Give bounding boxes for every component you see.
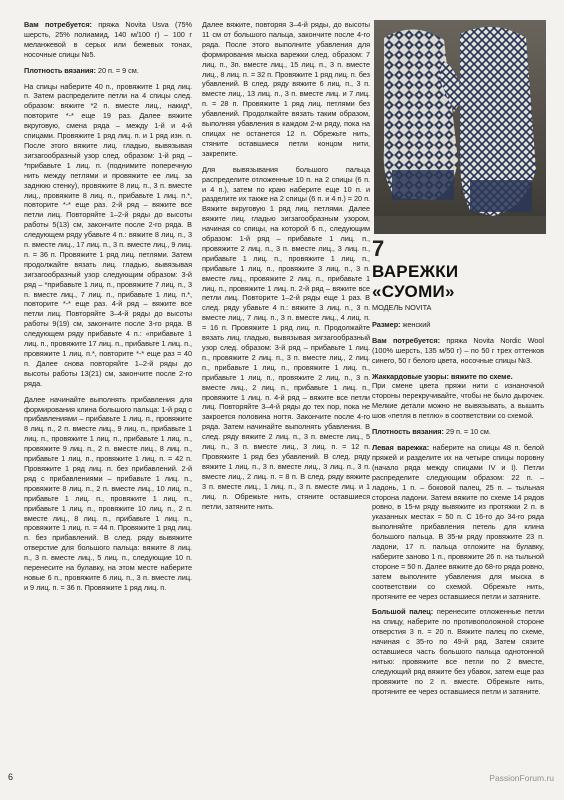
model-credit: МОДЕЛЬ NOVITA [372, 303, 432, 312]
page-number: 6 [8, 772, 14, 782]
density-paragraph [372, 427, 544, 437]
size-paragraph [372, 320, 544, 330]
materials-paragraph [24, 20, 192, 60]
column-middle [202, 20, 370, 517]
instructions-paragraph: На спицы наберите 40 п., провяжите 1 ряд лиц. п. Затем распределите петли на 4 спицы след. образом: вяжите *2 п. вместе лиц., накид*, повторите *-* еще 19 раз. Далее вяжите вкруговую, смена ряда – между 1-й и 4-й спицами. Провяжите 1 ряд лиц. п. и 1 ряд изн. п. После этого вяжите лиц. гладью, вывязывая зигзагообразный узор след. образом: 1-й ряд – *прибавьте 1 лиц. п. (поднимите поперечную нить между петлями и провяжите ее лиц. за заднюю стенку), провяжите 8 лиц. п., 3 п. вместе лиц., провяжите 8 лиц. п., прибавьте 1 лиц. п.*, повторите *-* еще раз. 2-й ряд – вяжите все петли лиц. Повторяйте 1–2-й ряды до высоты работы 5(13) см, закончите после 2-го ряда. В следующем ряду убавьте 4 п.: вяжите 8 лиц. п., 3 п. вместе лиц., 17 лиц. п., 3 п. вместе лиц., 9 лиц. п. = 36 п. Провяжите 1 ряд лиц. петлями. Затем продолжайте вязать лиц. гладью, вывязывая зигзагообразный узор следующим образом: 3-й ряд – *прибавьте 1 лиц. п., провяжите 7 лиц. п., 3 п. вместе лиц., 7 лиц. п., прибавьте 1 лиц. п.*, повторите *-* еще раз. 4-й ряд – вяжите все петли лиц. Повторяйте 3–4-й ряды до высоты работы 9(19) см, закончите после 3-го ряда. В следующем ряду прибавьте 4 п.: «прибавьте 1 лиц. п., провяжите 17 лиц. п., прибавьте 1 лиц. п., провяжите 1 лиц. п.*, повторите *-* еще раз = 40 п. Далее снова повторяйте 1–2-й ряды до высоты работы 13(21) см, закончите после 2-го ряда. [24, 81, 192, 388]
size-text: женский [400, 319, 431, 329]
density-label: Плотность вязания: [24, 65, 96, 75]
column-right [372, 262, 544, 703]
jacquard-label-rest: вяжите по схеме. [448, 371, 513, 381]
density-label: Плотность вязания: [372, 427, 444, 437]
jacquard-text: При смене цвета пряжи нити с изнаночной стороны перекручивайте, чтобы не было дырочек. Мелкие детали можно не вывязывать, а вышить шов «петля в петлю» в соответствии со схемой. [372, 381, 544, 421]
density-paragraph [24, 66, 192, 76]
left-mitten-label: Левая варежка: [372, 442, 430, 452]
density-text: 29 п. = 10 см. [443, 427, 491, 437]
column-left [24, 20, 192, 599]
materials-paragraph [372, 336, 544, 366]
jacquard-paragraph [372, 372, 544, 422]
instructions-paragraph: Далее вяжите, повторяя 3–4-й ряды, до высоты 11 см от большого пальца, закончите после 4-го ряда. После этого выполните убавления для формирования мыска варежки след. образом: 7 лиц. п., 3п. вместе лиц., 15 лиц. п., 3 п. вместе лиц., 8 лиц. п. = 32 п. Провяжите 1 ряд лиц. п. без убавлений. В след. ряду вяжите 6 лиц. п., 3 п. вместе лиц., 13 лиц. п., 3 п. вместе лиц. и 7 лиц. п. = 28 п. Провяжите 1 ряд лиц. петлями без убавлений. Продолжайте вязать таким образом, выполняя убавления в каждом 2-м ряду, пока на спицах не останется 12 п. Обрежьте нить, стяните оставшиеся петли концом нити, закрепите. [202, 20, 370, 158]
instructions-paragraph: Для вывязывания большого пальца распределите отложенные 10 п. на 2 спицы (6 п. и 4 п.), затем по краю наберите еще 10 п. и разделите их также на 2 спицы (6 п. и 4 п.) = 20 п. Вяжите вкруговую 1 ряд лиц. петлями. Далее вяжите лиц. гладью зигзагообразным узором, начиная со спицы, на которой 6 п., следующим образом: 1-й ряд – прибавьте 1 лиц. п., провяжите 2 лиц. п., 3 п. вместе лиц., 3 лиц. п., прибавьте 1 лиц. п., провяжите 1 лиц. п., прибавьте 1 лиц. п., провяжите 3 лиц. п., 3 п. вместе лиц., провяжите 2 лиц. п., прибавьте 1 лиц. п., провяжите 1 лиц. п. 2-й ряд – вяжите все петли лиц. Повторите 1–2-й ряды еще 1 раз. В след. ряду убавьте 4 п.: вяжите 3 лиц. п., 3 п. вместе лиц., 7 лиц. п., 3 п. вместе лиц., 4 лиц. п. = 16 п. Провяжите 1 ряд лиц. п. Продолжайте вязать лиц. гладью, вывязывая зигзагообразный узор след. образом: 3-й ряд – прибавьте 1 лиц. п., провяжите 2 лиц. п., 3 п. вместе лиц., 2 лиц. п., прибавьте 1 лиц. п., провяжите 1 лиц. п., прибавьте 1 лиц. п., провяжите 2 лиц. п., 3 п. вместе лиц., 2 лиц. п., прибавьте 1 лиц. п., провяжите 1 лиц. п. 4-й ряд – вяжите все петли лиц. Повторяйте 3–4-й ряды до тех пор, пока не закроется половина ногтя. Закончите после 4-го ряда. Затем начинайте выполнять убавления. В след. ряду вяжите 2 лиц. п., 3 п. вместе лиц., 5 лиц. п., 3 п. вместе лиц., 3 лиц. п. = 12 п. Провяжите 1 ряд без убавлений. В след. ряду вяжите 1 лиц. п., 3 п. вместе лиц., 3 лиц. п., 3 п. вместе лиц., 2 лиц. п. = 8 п. В след. ряду вяжите 3 п. вместе лиц., 1 лиц. п., 3 п. вместе лиц. и 1 лиц. п. Обрежьте нить, стяните оставшиеся петли, затяните нить. [202, 164, 370, 511]
materials-label: Вам потребуется: [24, 20, 92, 29]
density-text: 20 п. = 9 см. [95, 65, 139, 75]
thumb-label: Большой палец: [372, 607, 434, 617]
pattern-number: 7 [372, 236, 385, 261]
thumb-text: перенесите отложенные петли на спицу, наберите по противоположной стороне отверстия 3 п. = 20 п. Вяжите палец по схеме, начиная с 35-го по 49-й ряд. Затем сязите оставшиеся часть большого пальца однотонной нитью: провяжите все петли по 2 вместе, следующий ряд вяжите без убавок, затем еще раз провяжите по 2 п. вместе. Обрежьте нить, протяните ее через оставшиеся петли и затяните. [372, 607, 544, 696]
instructions-paragraph: Далее начинайте выполнять прибавления для формирования клина большого пальца: 1-й ряд с прибавлениями – прибавьте 1 лиц. п., провяжите 8 лиц. п., 2 п. вместе лиц., 9 лиц. п., прибавьте 1 лиц. п., провяжите 1 лиц. п., прибавьте 1 лиц. п., провяжите 9 лиц. п., 2 п. вместе лиц., 8 лиц. п., прибавьте 1 лиц. п., провяжите 1 лиц. п. = 42 п. Провяжите 1 ряд лиц. п. без прибавлений. 2-й ряд с прибавлениями – прибавьте 1 лиц. п., провяжите 8 лиц. п., 2 п. вместе лиц., 10 лиц. п., прибавьте 1 лиц. п., провяжите 1 лиц. п., прибавьте 1 лиц. п., провяжите 10 лиц. п., 2 п. вместе лиц., 8 лиц. п., прибавьте 1 лиц. п., провяжите 1 лиц. п. = 44 п. Провяжите 1 ряд лиц. п. без прибавлений. В след. ряду вывяжите отверстие для большого пальца: вяжите 8 лиц. п., 3 п. вместе лиц., 5 лиц. п., следующие 10 п. перенесите на булавку, на этом месте наберите новые 6 п., провяжите 6 лиц. п., 3 п. вместе лиц. и 9 лиц. п. = 36 п. Провяжите 1 ряд лиц. п. [24, 394, 192, 592]
materials-text: пряжа Novita Usva (75% шерсть, 25% полиамид, 140 м/100 г) – 100 г меланжевой в серых или бежевых тонах, носочные спицы №5. [24, 20, 192, 59]
jacquard-label: Жаккардовые узоры: [372, 371, 449, 381]
thumb-paragraph [372, 607, 544, 696]
pattern-title: ВАРЕЖКИ «СУОМИ» [372, 262, 459, 301]
materials-text: пряжа Novita Nordic Wool (100% шерсть, 135 м/50 г) – по 50 г трех оттенков синего, 50 г белого цвета, носочные спицы №3. [372, 335, 544, 365]
left-mitten-paragraph [372, 443, 544, 602]
mittens-photo-image [374, 20, 546, 234]
materials-label: Вам потребуется: [372, 335, 440, 345]
size-label: Размер: [372, 319, 401, 329]
left-mitten-text: наберите на спицы 48 п. белой пряжей и разделите их на четыре спицы поровну (начало ряда между спицами IV и I). Петли распределите следующим образом: 22 п. – ладонь, 1 п. – боковой палец, 25 п. – тыльная сторона ладони. Затем вяжите по схеме 14 рядов ровно, в 15-м ряду вывяжите из протяжки 2 п. в указанных местах = 50 п. С 16-го до 34-го ряда выполняйте прибавления петель для клина большого пальца. В 35-м ряду провяжите 23 п. ладони, 17 п. пальца отложите на булавку, наберите заново 1 п., провяжите 26 п. на тыльной стороне = 50 п. Далее вяжите до 68-го ряда ровно, затем выполните убавления для мыска в соответствии со схемой. Обрежьте нить, протяните ее через оставшиеся петли и затяните. [372, 442, 544, 601]
mittens-photo [374, 20, 546, 234]
watermark: PassionForum.ru [489, 773, 554, 783]
